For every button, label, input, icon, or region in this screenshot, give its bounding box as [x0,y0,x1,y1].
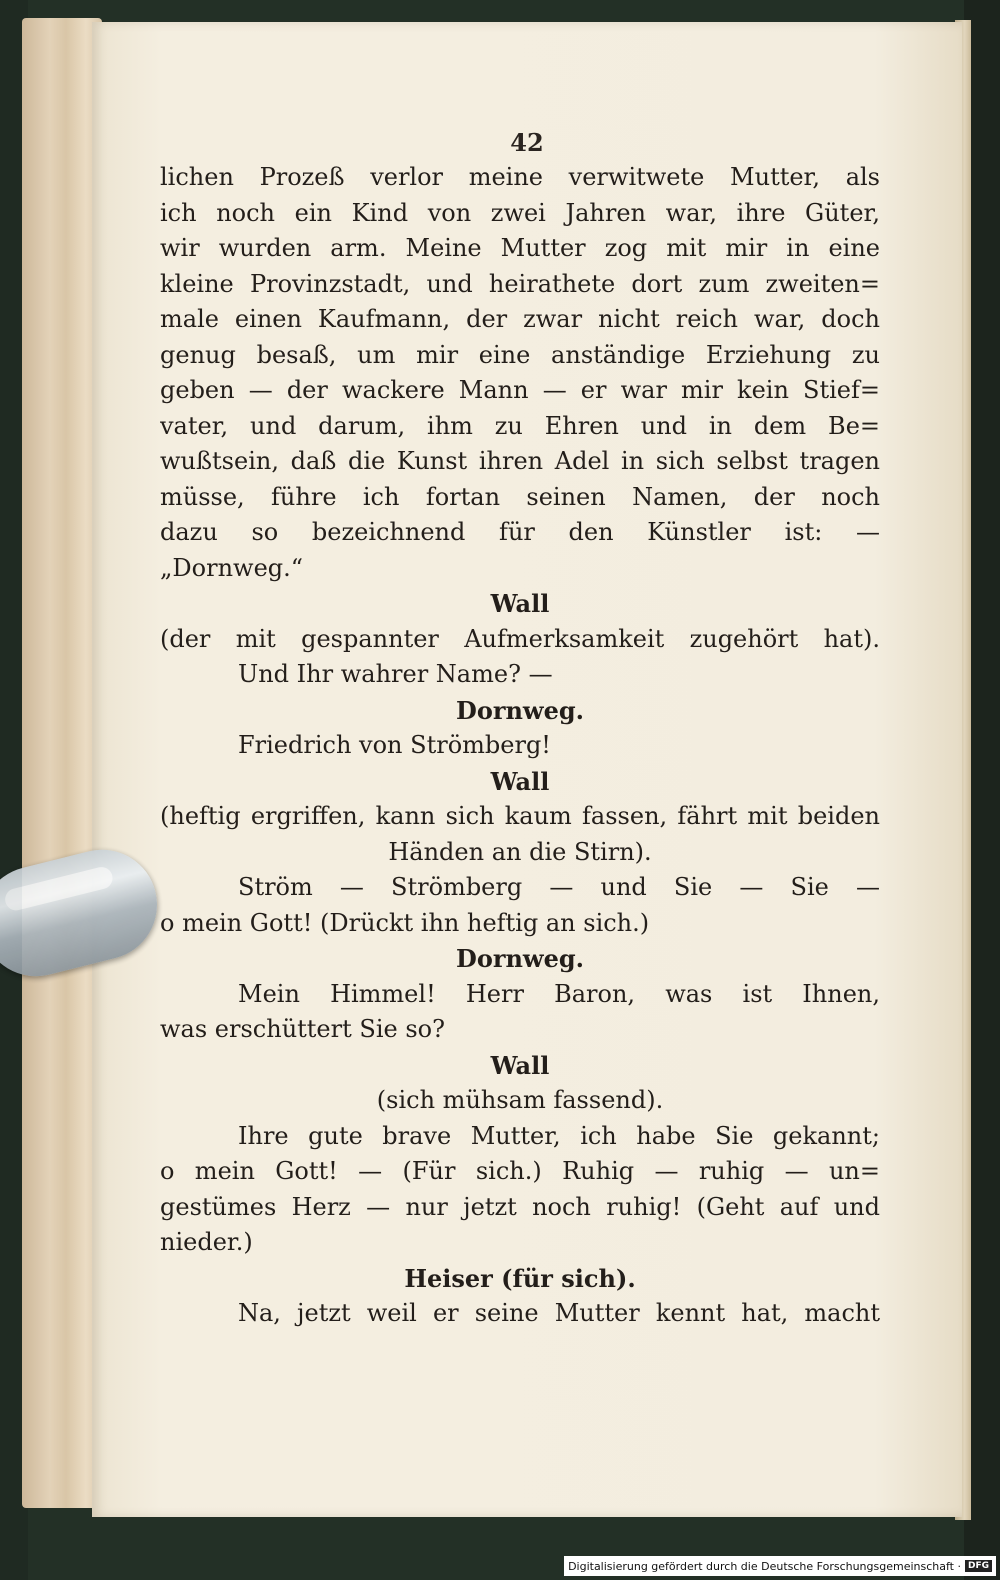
digitization-credit [564,1556,996,1576]
text-line: genug besaß, um mir eine anständige Erziehung zu [160,340,880,369]
text-line: nieder.) [160,1228,253,1256]
text-line: Na, jetzt weil er seine Mutter kennt hat, macht [238,1299,880,1327]
text-line: vater, und darum, ihm zu Ehren und in dem Be= [160,411,880,440]
credit-text: Digitalisierung gefördert durch die Deutsche Forschungsgemeinschaft · [568,1559,961,1573]
page-number: 42 [510,128,544,157]
text-line: Ström — Strömberg — und Sie — Sie — [238,873,880,901]
text-line: Und Ihr wahrer Name? — [238,660,553,688]
text-line: „Dornweg.“ [160,553,304,582]
text-line: kleine Provinzstadt, und heirathete dort zum zweiten= [160,269,880,298]
text-line: dazu so bezeichnend für den Künstler ist: — [160,518,880,546]
text-line: Friedrich von Strömberg! [238,731,551,759]
text-line: was erschüttert Sie so? [160,1015,445,1043]
text-line: müsse, führe ich fortan seinen Namen, der noch [160,482,880,511]
text-line: (heftig ergriffen, kann sich kaum fassen, fährt mit beiden [160,802,880,830]
clamp-highlight [3,865,115,913]
text-line: Mein Himmel! Herr Baron, was ist Ihnen, [238,979,880,1008]
text-line: wußtsein, daß die Kunst ihren Adel in sich selbst tragen [160,447,880,475]
text-line: geben — der wackere Mann — er war mir kein Stief= [160,376,880,404]
speaker-name: Dornweg. [456,944,584,973]
page-text [160,160,880,1332]
text-line: o mein Gott! — (Für sich.) Ruhig — ruhig — un= [160,1157,880,1185]
text-line: lichen Prozeß verlor meine verwitwete Mutter, als [160,163,880,191]
text-line: o mein Gott! (Drückt ihn heftig an sich.) [160,908,650,937]
speaker-name: Wall [490,589,550,618]
text-line: gestümes Herz — nur jetzt noch ruhig! (Geht auf und [160,1192,880,1221]
text-line: wir wurden arm. Meine Mutter zog mit mir in eine [160,234,880,262]
dfg-logo: DFG [965,1560,992,1572]
text-line: (der mit gespannter Aufmerksamkeit zugehört hat). [160,624,880,653]
text-line: Händen an die Stirn). [388,837,652,866]
text-line: male einen Kaufmann, der zwar nicht reich war, doch [160,305,880,333]
text-line: Ihre gute brave Mutter, ich habe Sie gekannt; [238,1121,880,1150]
text-line: (sich mühsam fassend). [376,1086,664,1114]
page-stack-edge [22,18,102,1508]
text-line: ich noch ein Kind von zwei Jahren war, ihre Güter, [160,198,880,227]
speaker-name: Wall [490,766,550,796]
speaker-name: Dornweg. [456,695,584,725]
speaker-name: Heiser (für sich). [404,1263,636,1293]
speaker-name: Wall [490,1050,550,1080]
